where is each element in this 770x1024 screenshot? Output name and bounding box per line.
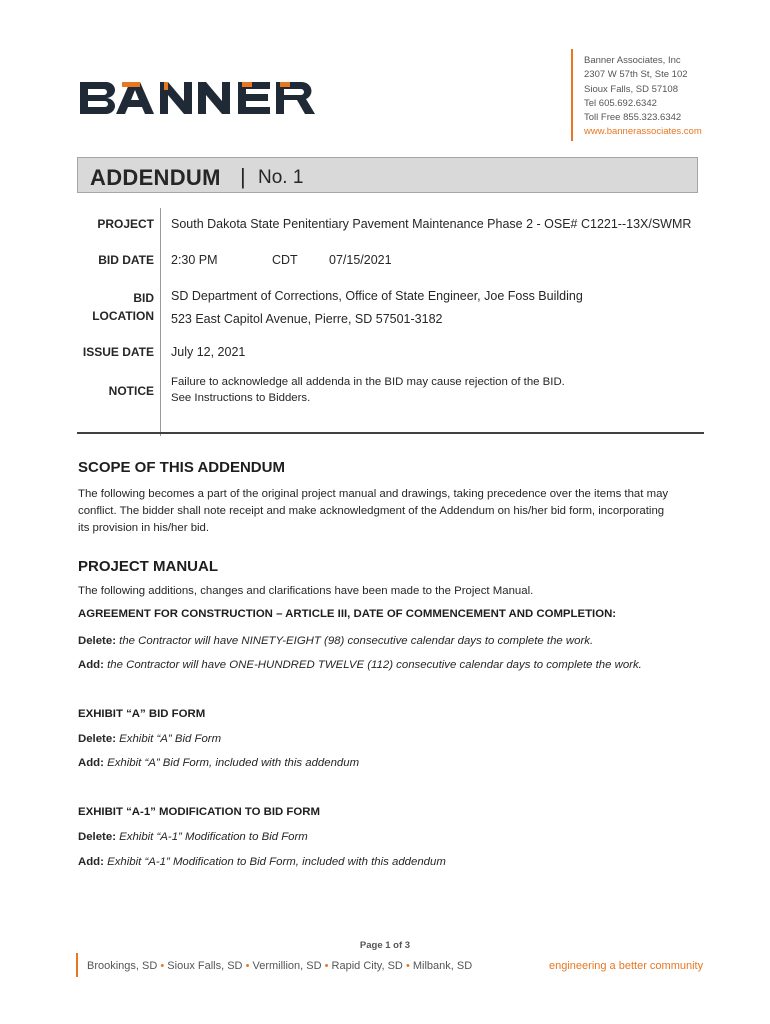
footer-location: Sioux Falls, SD bbox=[167, 960, 243, 972]
footer-dot: • bbox=[405, 960, 413, 972]
exhibit-a-delete-line bbox=[78, 731, 221, 748]
footer-location: Vermillion, SD bbox=[252, 960, 322, 972]
scope-line-2: conflict. The bidder shall note receipt and make acknowledgment of the Addendum on his/her bid form, incorporating bbox=[78, 505, 665, 517]
footer-dot: • bbox=[160, 960, 168, 972]
address-company: Banner Associates, Inc bbox=[584, 55, 681, 66]
manual-heading: PROJECT MANUAL bbox=[78, 558, 219, 575]
notice-line1: Failure to acknowledge all addenda in the BID may cause rejection of the BID. bbox=[171, 376, 565, 388]
add-label: Add: bbox=[78, 659, 104, 671]
footer-tagline: engineering a better community bbox=[549, 960, 704, 972]
agreement-delete-line bbox=[78, 633, 593, 650]
bid-location-label-2: LOCATION bbox=[92, 309, 154, 323]
delete-label: Delete: bbox=[78, 831, 116, 843]
issue-date-value: July 12, 2021 bbox=[171, 345, 246, 359]
address-toll-free: Toll Free 855.323.6342 bbox=[584, 112, 682, 124]
issue-date-label: ISSUE DATE bbox=[82, 345, 154, 359]
address-city: Sioux Falls, SD 57108 bbox=[584, 83, 678, 95]
footer-dot: • bbox=[324, 960, 332, 972]
exhibit-a-add-line bbox=[78, 755, 359, 772]
info-divider bbox=[160, 208, 161, 436]
page-number: Page 1 of 3 bbox=[359, 940, 411, 951]
exhibit-a-heading: EXHIBIT “A” BID FORM bbox=[78, 708, 206, 720]
addendum-title: ADDENDUM bbox=[90, 165, 221, 190]
agreement-add-line bbox=[78, 657, 642, 674]
notice-label: NOTICE bbox=[108, 384, 154, 398]
add-label: Add: bbox=[78, 856, 104, 868]
section-divider bbox=[77, 432, 704, 434]
scope-heading: SCOPE OF THIS ADDENDUM bbox=[78, 459, 285, 476]
exhibit-a1-add-line bbox=[78, 854, 446, 871]
scope-line-1: The following becomes a part of the original project manual and drawings, taking precedence over the items that may bbox=[78, 488, 669, 500]
bid-time: 2:30 PM bbox=[171, 253, 218, 267]
address-accent-bar bbox=[571, 49, 573, 141]
addendum-separator: | bbox=[240, 164, 246, 189]
footer-accent-bar bbox=[76, 953, 78, 977]
addendum-number: No. 1 bbox=[258, 167, 304, 188]
company-address bbox=[584, 54, 702, 140]
agreement-heading: AGREEMENT FOR CONSTRUCTION – ARTICLE III, DATE OF COMMENCEMENT AND COMPLETION: bbox=[78, 608, 617, 620]
bid-timezone: CDT bbox=[272, 253, 298, 267]
project-value: South Dakota State Penitentiary Pavement Maintenance Phase 2 - OSE# C1221--13X/SWMR bbox=[171, 217, 692, 231]
bid-location-label-1: BID bbox=[133, 291, 154, 305]
exhibit-a1-delete-text: Exhibit “A-1” Modification to Bid Form bbox=[119, 831, 308, 843]
exhibit-a1-heading: EXHIBIT “A-1” MODIFICATION TO BID FORM bbox=[78, 806, 320, 818]
manual-intro: The following additions, changes and clarifications have been made to the Project Manual. bbox=[78, 585, 534, 597]
bid-location-line2: 523 East Capitol Avenue, Pierre, SD 57501-3182 bbox=[171, 312, 443, 326]
notice-line2: See Instructions to Bidders. bbox=[171, 392, 311, 404]
exhibit-a1-delete-line bbox=[78, 829, 308, 846]
addendum-title-box bbox=[77, 157, 698, 193]
banner-logo bbox=[78, 80, 318, 116]
address-street: 2307 W 57th St, Ste 102 bbox=[584, 69, 688, 81]
scope-paragraph bbox=[78, 486, 708, 537]
footer-location: Milbank, SD bbox=[412, 960, 473, 972]
exhibit-a-add-text: Exhibit “A” Bid Form, included with this addendum bbox=[107, 757, 360, 769]
delete-label: Delete: bbox=[78, 635, 116, 647]
bid-date: 07/15/2021 bbox=[329, 253, 392, 267]
exhibit-a1-add-text: Exhibit “A-1” Modification to Bid Form, included with this addendum bbox=[107, 856, 446, 868]
bid-date-label: BID DATE bbox=[98, 253, 154, 267]
footer-location: Rapid City, SD bbox=[331, 960, 403, 972]
footer-dot: • bbox=[245, 960, 253, 972]
bid-location-line1: SD Department of Corrections, Office of State Engineer, Joe Foss Building bbox=[171, 289, 583, 303]
project-label: PROJECT bbox=[97, 217, 154, 231]
footer-location: Brookings, SD bbox=[87, 960, 158, 972]
agreement-add-text: the Contractor will have ONE-HUNDRED TWELVE (112) consecutive calendar days to complete the work. bbox=[107, 659, 642, 671]
exhibit-a-delete-text: Exhibit “A” Bid Form bbox=[119, 733, 222, 745]
agreement-delete-text: the Contractor will have NINETY-EIGHT (98) consecutive calendar days to complete the work. bbox=[119, 635, 594, 647]
scope-line-3: its provision in his/her bid. bbox=[78, 522, 210, 534]
add-label: Add: bbox=[78, 757, 104, 769]
address-website-link[interactable]: www.bannerassociates.com bbox=[584, 126, 702, 138]
footer-locations bbox=[87, 960, 472, 972]
delete-label: Delete: bbox=[78, 733, 116, 745]
address-tel: Tel 605.692.6342 bbox=[584, 97, 657, 109]
